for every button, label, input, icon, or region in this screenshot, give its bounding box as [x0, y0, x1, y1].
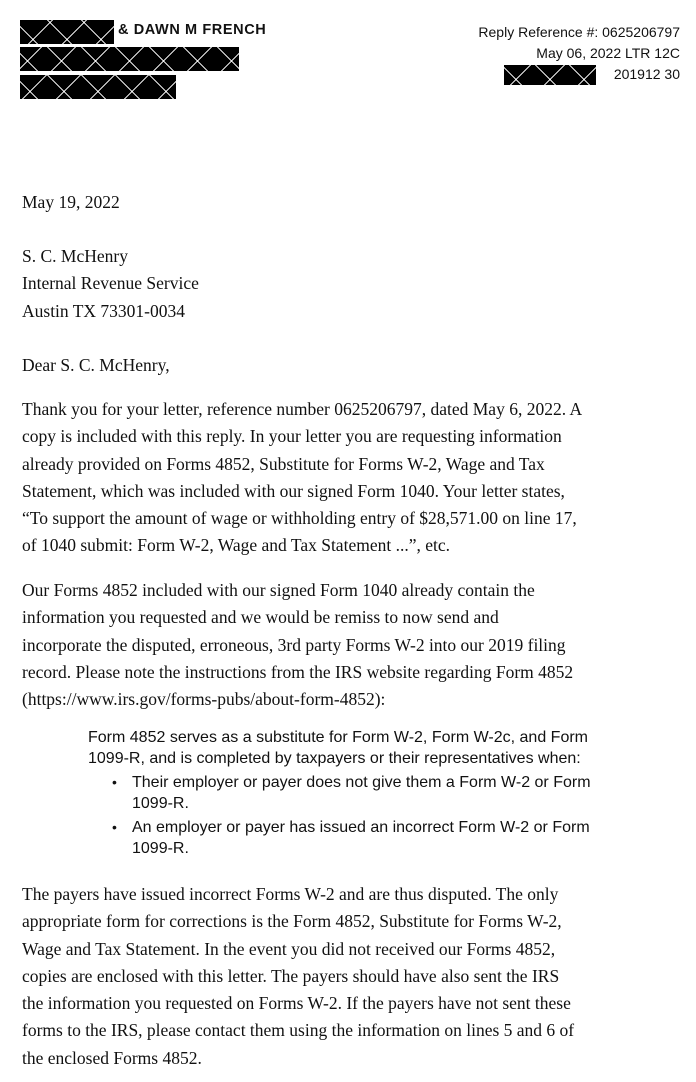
- bullet-icon: •: [112, 819, 117, 835]
- bullet-line: An employer or payer has issued an incorrect Form W-2 or Form: [132, 819, 590, 836]
- letter-date: May 19, 2022: [22, 192, 120, 212]
- redaction-box: [504, 65, 596, 85]
- reference-date-line: May 06, 2022 LTR 12C: [536, 45, 680, 61]
- paragraph-line: already provided on Forms 4852, Substitute for Forms W-2, Wage and Tax: [22, 453, 545, 474]
- redaction-box: [20, 47, 239, 71]
- sender-name: & DAWN M FRENCH: [118, 22, 267, 38]
- paragraph-line: information you requested and we would be remiss to now send and: [22, 607, 499, 628]
- bullet-line: Their employer or payer does not give them a Form W-2 or Form: [132, 774, 591, 791]
- body-paragraph-1: [22, 396, 688, 560]
- paragraph-line: incorporate the disputed, erroneous, 3rd party Forms W-2 into our 2019 filing: [22, 634, 566, 655]
- paragraph-line: the information you requested on Forms W-2. If the payers have not sent these: [22, 993, 571, 1014]
- paragraph-line: Statement, which was included with our signed Form 1040. Your letter states,: [22, 480, 565, 501]
- bullet-item: [88, 817, 678, 859]
- body-paragraph-3: [22, 881, 688, 1072]
- paragraph-line: forms to the IRS, please contact them using the information on lines 5 and 6 of: [22, 1020, 575, 1041]
- quote-bullet-list: [88, 772, 678, 859]
- paragraph-line: “To support the amount of wage or withholding entry of $28,571.00 on line 17,: [22, 508, 577, 529]
- recipient-address: [22, 243, 199, 325]
- bullet-icon: •: [112, 774, 117, 790]
- paragraph-line: appropriate form for corrections is the Form 4852, Substitute for Forms W-2,: [22, 911, 562, 932]
- paragraph-line: of 1040 submit: Form W-2, Wage and Tax Statement ...”, etc.: [22, 535, 450, 556]
- paragraph-line: The payers have issued incorrect Forms W-2 and are thus disputed. The only: [22, 884, 559, 904]
- paragraph-line: Our Forms 4852 included with our signed Form 1040 already contain the: [22, 580, 535, 600]
- paragraph-line: (https://www.irs.gov/forms-pubs/about-form-4852):: [22, 689, 386, 710]
- quote-line: 1099-R, and is completed by taxpayers or their representatives when:: [88, 750, 581, 767]
- redaction-box: [20, 75, 176, 99]
- reference-code-suffix: 201912 30: [613, 66, 680, 82]
- recipient-city-line: Austin TX 73301-0034: [22, 300, 186, 321]
- reply-reference-block: [478, 22, 680, 85]
- bullet-line: 1099-R.: [132, 795, 189, 812]
- recipient-name: S. C. McHenry: [22, 246, 128, 266]
- quote-line: Form 4852 serves as a substitute for Form W-2, Form W-2c, and Form: [88, 729, 588, 746]
- block-quote: [88, 727, 678, 862]
- bullet-line: 1099-R.: [132, 840, 189, 857]
- paragraph-line: copy is included with this reply. In your letter you are requesting information: [22, 426, 562, 447]
- bullet-item: [88, 772, 678, 814]
- body-paragraph-2: [22, 577, 688, 713]
- reference-code-line: [478, 64, 680, 85]
- quote-intro: [88, 727, 678, 769]
- paragraph-line: Wage and Tax Statement. In the event you did not received our Forms 4852,: [22, 938, 556, 959]
- recipient-organization: Internal Revenue Service: [22, 273, 199, 294]
- redaction-box: [20, 20, 114, 44]
- paragraph-line: copies are enclosed with this letter. The payers should have also sent the IRS: [22, 965, 560, 986]
- reply-reference: Reply Reference #: 0625206797: [478, 24, 680, 40]
- paragraph-line: the enclosed Forms 4852.: [22, 1047, 202, 1068]
- paragraph-line: record. Please note the instructions from the IRS website regarding Form 4852: [22, 661, 574, 682]
- salutation: Dear S. C. McHenry,: [22, 355, 170, 375]
- paragraph-line: Thank you for your letter, reference number 0625206797, dated May 6, 2022. A: [22, 399, 583, 419]
